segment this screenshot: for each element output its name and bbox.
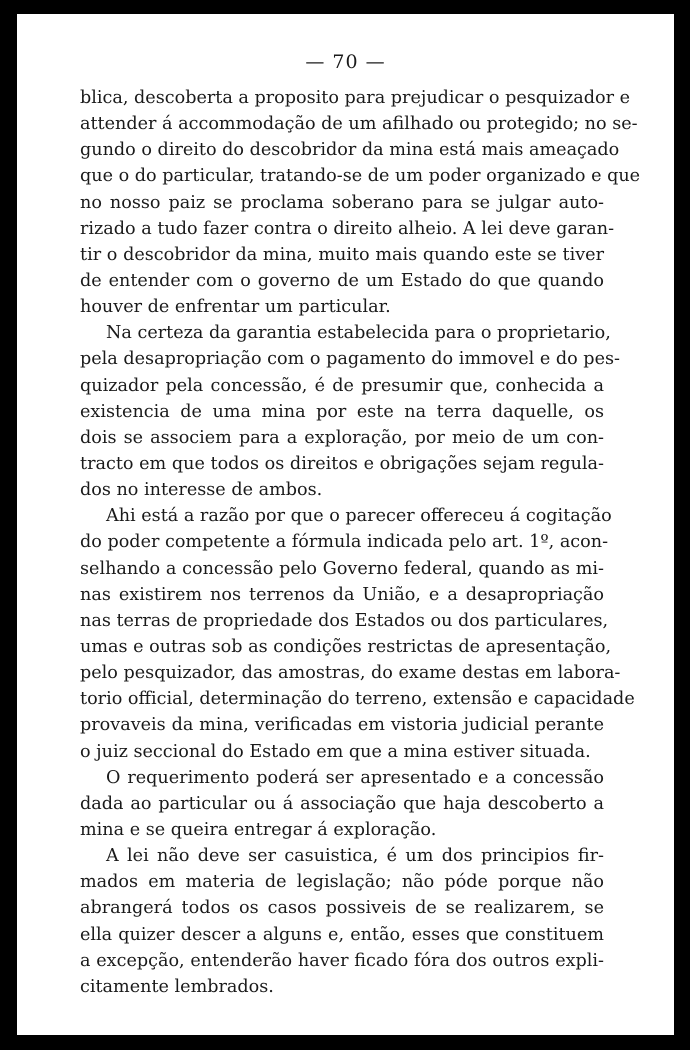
text-line: de entender com o governo de um Estado do que quando: [80, 270, 604, 291]
text-line: houver de enfrentar um particular.: [80, 297, 391, 318]
body-text: [80, 85, 641, 1000]
text-line: gundo o direito do descobridor da mina está mais ameaçado: [80, 140, 620, 161]
text-line: umas e outras sob as condições restrictas de apresentação,: [80, 636, 612, 657]
text-line: ella quizer descer a alguns e, então, esses que constituem: [80, 924, 604, 945]
text-line: dos no interesse de ambos.: [80, 480, 323, 501]
text-line: Na certeza da garantia estabelecida para o proprietario,: [106, 323, 611, 344]
text-line: rizado a tudo fazer contra o direito alheio. A lei deve garan-: [80, 218, 615, 239]
text-line: tracto em que todos os direitos e obrigações sejam regula-: [80, 453, 604, 474]
text-line: que o do particular, tratando-se de um poder organizado e que: [80, 166, 641, 187]
text-line: pela desapropriação com o pagamento do immovel e do pes-: [80, 349, 620, 370]
text-line: O requerimento poderá ser apresentado e a concessão: [106, 767, 604, 788]
text-line: nas terras de propriedade dos Estados ou dos particulares,: [80, 610, 609, 631]
paragraph: [80, 843, 604, 1000]
paragraph: [80, 503, 635, 764]
text-line: A lei não deve ser casuistica, é um dos principios fir-: [106, 846, 604, 867]
paragraph: [80, 85, 641, 320]
paragraph: [80, 765, 604, 843]
text-line: attender á accommodação de um afilhado ou protegido; no se-: [80, 114, 638, 135]
text-line: Ahi está a razão por que o parecer offereceu á cogitação: [106, 506, 612, 527]
text-line: o juiz seccional do Estado em que a mina estiver situada.: [80, 741, 591, 762]
text-line: no nosso paiz se proclama soberano para se julgar auto-: [80, 192, 604, 213]
text-line: do poder competente a fórmula indicada pelo art. 1º, acon-: [80, 532, 609, 553]
text-line: provaveis da mina, verificadas em vistoria judicial perante: [80, 715, 604, 736]
text-line: pelo pesquizador, das amostras, do exame destas em labora-: [80, 663, 621, 684]
text-line: nas existirem nos terrenos da União, e a desapropriação: [80, 584, 604, 605]
text-line: abrangerá todos os casos possiveis de se realizarem, se: [80, 898, 604, 919]
text-line: mados em materia de legislação; não póde porque não: [80, 872, 604, 893]
text-line: blica, descoberta a proposito para prejudicar o pesquizador e: [80, 88, 631, 108]
text-line: quizador pela concessão, é de presumir que, conhecida a: [80, 375, 604, 396]
document-page: [17, 14, 674, 1035]
page-number: — 70 —: [305, 51, 386, 73]
text-line: dois se associem para a exploração, por meio de um con-: [80, 427, 604, 448]
text-line: torio official, determinação do terreno, extensão e capacidade: [80, 689, 635, 710]
text-line: mina e se queira entregar á exploração.: [80, 819, 437, 840]
paragraph: [80, 320, 620, 503]
text-line: existencia de uma mina por este na terra daquelle, os: [80, 401, 604, 422]
text-line: tir o descobridor da mina, muito mais quando este se tiver: [80, 244, 604, 265]
text-line: citamente lembrados.: [80, 976, 274, 997]
text-line: dada ao particular ou á associação que haja descoberto a: [80, 793, 604, 814]
text-line: a excepção, entenderão haver ficado fóra dos outros expli-: [80, 950, 604, 971]
text-line: selhando a concessão pelo Governo federal, quando as mi-: [80, 558, 604, 579]
